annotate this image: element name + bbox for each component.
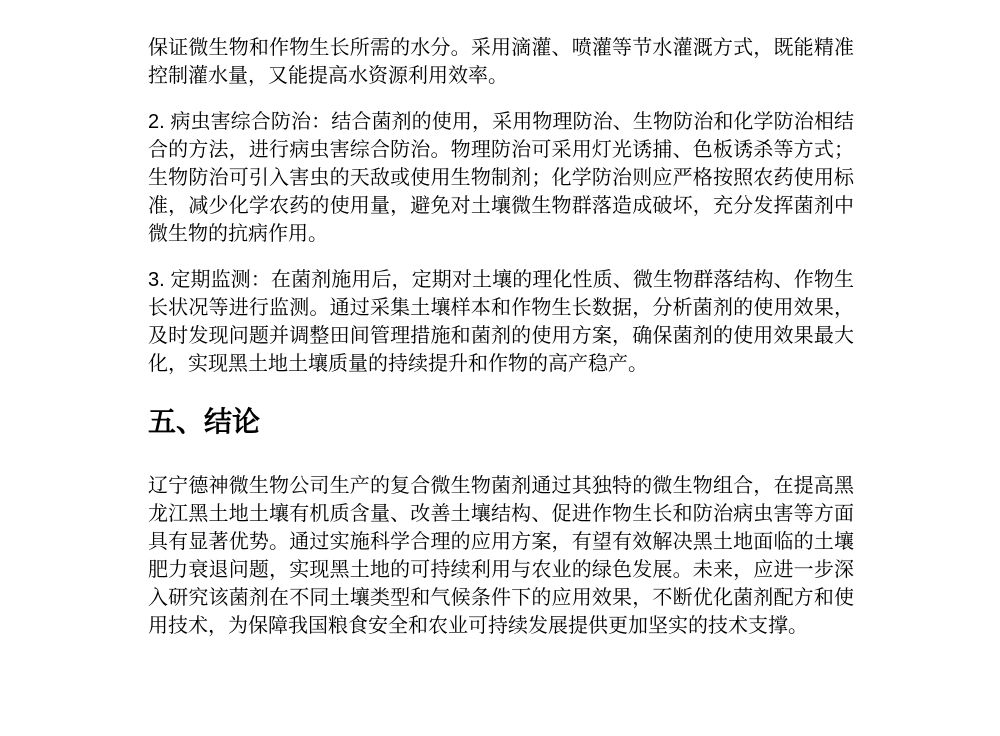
paragraph-conclusion: 辽宁德神微生物公司生产的复合微生物菌剂通过其独特的微生物组合，在提高黑龙江黑土地土壤有机质含量、改善土壤结构、促进作物生长和防治病虫害等方面具有显著优势。通过实施科学合理的应用方案，有望有效解决黑土地面临的土壤肥力衰退问题，实现黑土地的可持续利用与农业的绿色发展。未来，应进一步深入研究该菌剂在不同土壤类型和气候条件下的应用效果，不断优化菌剂配方和使用技术，为保障我国粮食安全和农业可持续发展提供更加坚实的技术支撑。 [148, 475, 854, 637]
paragraph-irrigation-continuation: 保证微生物和作物生长所需的水分。采用滴灌、喷灌等节水灌溉方式，既能精准控制灌水量，又能提高水资源利用效率。 [148, 37, 854, 87]
document-content [148, 34, 854, 640]
paragraph-monitoring: 3. 定期监测：在菌剂施用后，定期对土壤的理化性质、微生物群落结构、作物生长状况等进行监测。通过采集土壤样本和作物生长数据，分析菌剂的使用效果，及时发现问题并调整田间管理措施和菌剂的使用方案，确保菌剂的使用效果最大化，实现黑土地土壤质量的持续提升和作物的高产稳产。 [148, 269, 854, 375]
paragraph-pest-control: 2. 病虫害综合防治：结合菌剂的使用，采用物理防治、生物防治和化学防治相结合的方法，进行病虫害综合防治。物理防治可采用灯光诱捕、色板诱杀等方式；生物防治可引入害虫的天敌或使用生物制剂；化学防治则应严格按照农药使用标准，减少化学农药的使用量，避免对土壤微生物群落造成破坏，充分发挥菌剂中微生物的抗病作用。 [148, 111, 854, 245]
section-heading-conclusion: 五、结论 [148, 406, 261, 437]
